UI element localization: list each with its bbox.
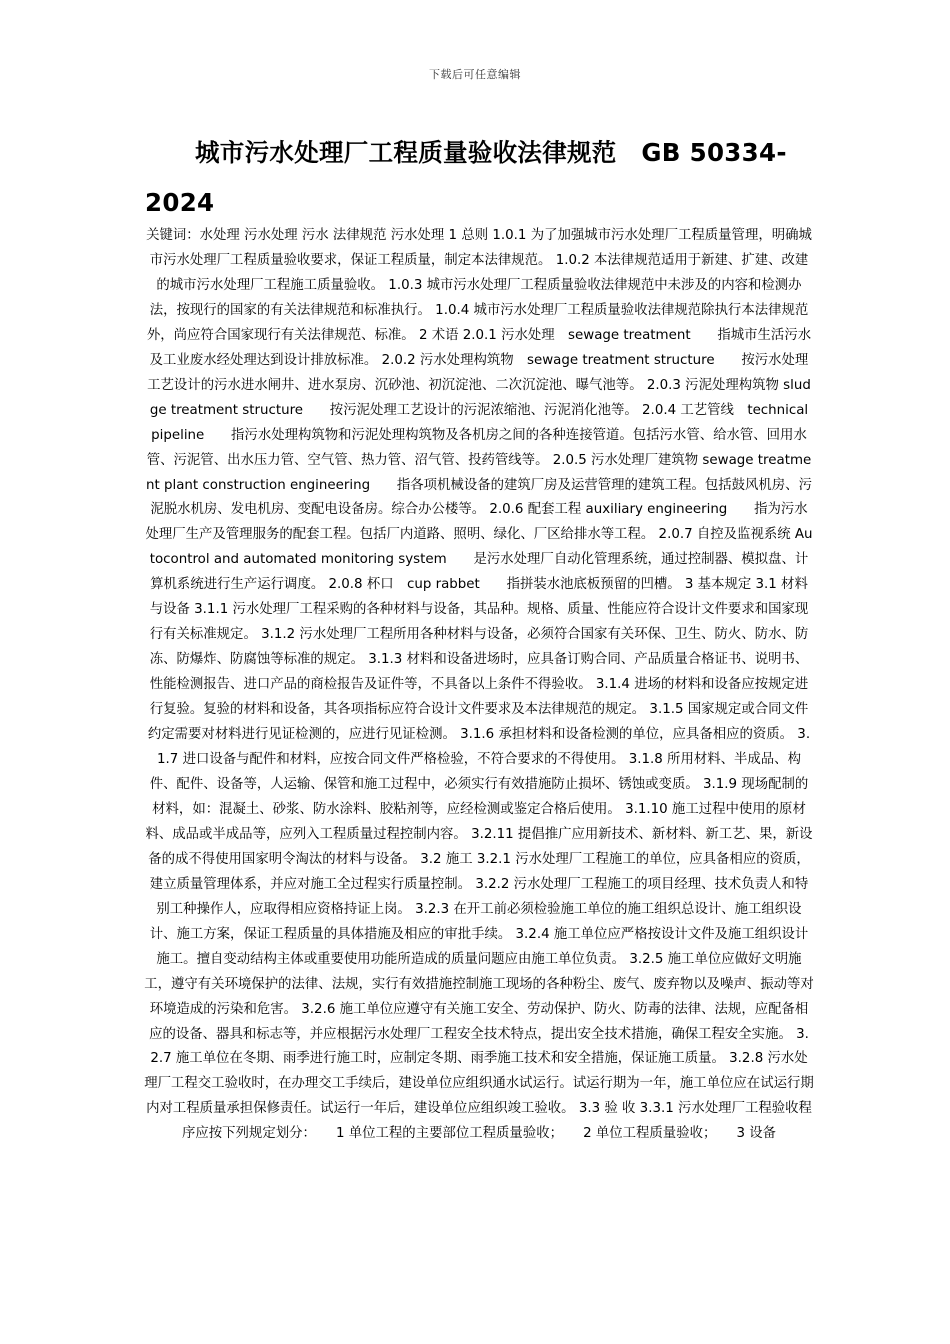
document-body: 关键词：水处理 污水处理 污水 法律规范 污水处理 1 总则 1.0.1 为了加强城市污水处理厂工程质量管理，明确城市污水处理厂工程质量验收要求，保证工程质量，制定本法律规范。 1.0.2 本法律规范适用于新建、扩建、改建的城市污水处理厂工程施工质量验收。 1.0.3 城市污水处理厂工程质量验收法律规范中未涉及的内容和检测办法，按现行的国家的有关法律规范和标准执行。 1.0.4 城市污水处理厂工程质量验收法律规范除执行本法律规范外，尚应符合国家现行有关法律规范、标准。 2 术语 2.0.1 污水处理 sewage treatment 指城市生活污水及工业废水经处理达到设计排放标准。 2.0.2 污水处理构筑物 sewage treatment structure 按污水处理工艺设计的污水进水闸井、进水泵房、沉砂池、初沉淀池、二次沉淀池、曝气池等。 2.0.3 污泥处理构筑物 sludge treatment structure 按污泥处理工艺设计的污泥浓缩池、污泥消化池等。 2.0.4 工艺管线 technical pipeline 指污水处理构筑物和污泥处理构筑物及各机房之间的各种连接管道。包括污水管、给水管、回用水管、污泥管、出水压力管、空气管、热力管、沼气管、投药管线等。 2.0.5 污水处理厂建筑物 sewage treatment plant construction engineering 指各项机械设备的建筑厂房及运营管理的建筑工程。包括鼓风机房、污泥脱水机房、发电机房、变配电设备房。综合办公楼等。 2.0.6 配套工程 auxiliary engineering 指为污水处理厂生产及管理服务的配套工程。包括厂内道路、照明、绿化、厂区给排水等工程。 2.0.7 自控及监视系统 Autocontrol and automated monitoring system 是污水处理厂自动化管理系统，通过控制器、模拟盘、计算机系统进行生产运行调度。 2.0.8 杯口 cup rabbet 指拼装水池底板预留的凹槽。 3 基本规定 3.1 材料与设备 3.1.1 污水处理厂工程采购的各种材料与设备，其品种。规格、质量、性能应符合设计文件要求和国家现行有关标准规定。 3.1.2 污水处理厂工程所用各种材料与设备，必须符合国家有关环保、卫生、防火、防水、防冻、防爆炸、防腐蚀等标准的规定。 3.1.3 材料和设备进场时，应具备订购合同、产品质量合格证书、说明书、性能检测报告、进口产品的商检报告及证件等，不具备以上条件不得验收。 3.1.4 进场的材料和设备应按规定进行复验。复验的材料和设备，其各项指标应符合设计文件要求及本法律规范的规定。 3.1.5 国家规定或合同文件约定需要对材料进行见证检测的，应进行见证检测。 3.1.6 承担材料和设备检测的单位，应具备相应的资质。 3.1.7 进口设备与配件和材料，应按合同文件严格检验，不符合要求的不得使用。 3.1.8 所用材料、半成品、构件、配件、设备等，人运输、保管和施工过程中，必须实行有效措施防止损坏、锈蚀或变质。 3.1.9 现场配制的材料，如：混凝土、砂浆、防水涂料、胶粘剂等，应经检测或鉴定合格后使用。 3.1.10 施工过程中使用的原材料、成品或半成品等，应列入工程质量过程控制内容。 3.2.11 提倡推广应用新技术、新材料、新工艺、果，新设备的成不得使用国家明令淘汰的材料与设备。 3.2 施工 3.2.1 污水处理厂工程施工的单位，应具备相应的资质，建立质量管理体系，并应对施工全过程实行质量控制。 3.2.2 污水处理厂工程施工的项目经理、技术负责人和特别工种操作人，应取得相应资格持证上岗。 3.2.3 在开工前必须检验施工单位的施工组织总设计、施工组织设计、施工方案，保证工程质量的具体措施及相应的审批手续。 3.2.4 施工单位应严格按设计文件及施工组织设计施工。擅自变动结构主体或重要使用功能所造成的质量问题应由施工单位负责。 3.2.5 施工单位应做好文明施工，遵守有关环境保护的法律、法规，实行有效措施控制施工现场的各种粉尘、废气、废弃物以及噪声、振动等对环境造成的污染和危害。 3.2.6 施工单位应遵守有关施工安全、劳动保护、防火、防毒的法律、法规，应配备相应的设备、器具和标志等，并应根据污水处理厂工程安全技术特点，提出安全技术措施，确保工程安全实施。 3.2.7 施工单位在冬期、雨季进行施工时，应制定冬期、雨季施工技术和安全措施，保证施工质量。 3.2.8 污水处理厂工程交工验收时，在办理交工手续后，建设单位应组织通水试运行。试运行期为一年，施工单位应在试运行期内对工程质量承担保修责任。试运行一年后，建设单位应组织竣工验收。 3.3 验 收 3.3.1 污水处理厂工程验收程序应按下列规定划分： 1 单位工程的主要部位工程质量验收； 2 单位工程质量验收； 3 设备 <box>144 228 814 1142</box>
document-title: 城市污水处理厂工程质量验收法律规范 GB 50334-2024 <box>145 138 787 217</box>
page-header: 下载后可任意编辑 <box>429 68 521 81</box>
